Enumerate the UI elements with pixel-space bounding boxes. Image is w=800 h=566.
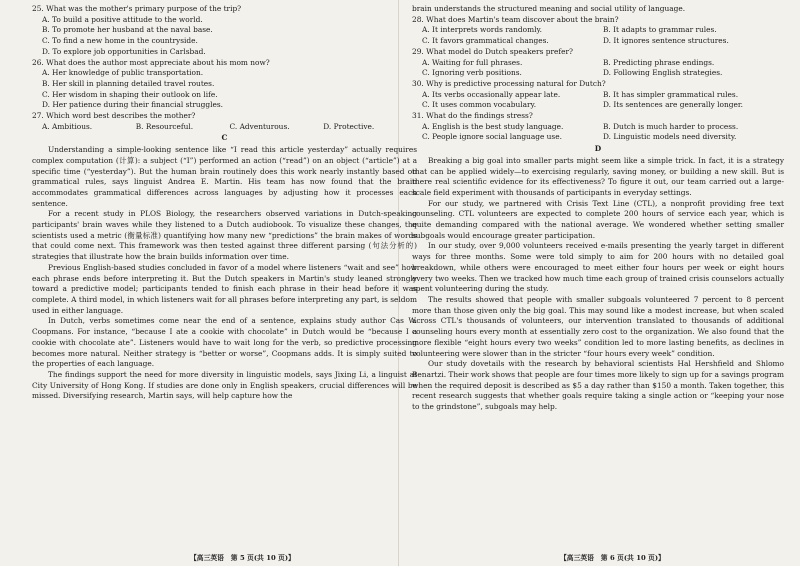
passage-c-paragraph-3: Previous English-based studies concluded in favor of a model where listeners “wait and see” how each phrase ends before interpreting it. But the Dutch speakers in Martin's study leaned strongly toward a predictive model; participants tended to finish each phrase in their head before it was complete. A third model, in which listeners wait for all phrases before interpreting any part, is seldom used in either language.	[32, 262, 417, 315]
question-29-stem: 29. What model do Dutch speakers prefer?	[412, 46, 573, 56]
question-27-option-a: A. Ambitious.	[42, 121, 93, 131]
question-25-option-a: A. To build a positive attitude to the world.	[42, 14, 203, 24]
question-29-option-a: A. Waiting for full phrases.	[422, 57, 523, 67]
passage-c-paragraph-4: In Dutch, verbs sometimes come near the end of a sentence, explains study author Cas W. Coopmans. For instance, “because I ate a cookie with chocolate” in Dutch would be “because I a cookie with chocolate ate”. Listeners would have to wait long for the verb, so predictive processing becomes more natural. Neither strategy is “better or worse”, Coopmans adds. It is simply suited to the properties of each language.	[32, 316, 417, 369]
question-26-option-b: B. Her skill in planning detailed travel routes.	[42, 78, 215, 88]
question-28-option-a: A. It interprets words randomly.	[422, 25, 542, 35]
question-25-option-d: D. To explore job opportunities in Carlsbad.	[42, 46, 206, 56]
question-31-options-row-1	[412, 122, 784, 133]
question-29-option-d: D. Following English strategies.	[603, 68, 723, 78]
question-30-option-a: A. Its verbs occasionally appear late.	[422, 89, 561, 99]
question-30-option-c: C. It uses common vocabulary.	[422, 100, 537, 110]
passage-c-label: C	[221, 133, 228, 143]
question-26-option-a: A. Her knowledge of public transportation.	[42, 68, 204, 78]
passage-c-paragraph-1: Understanding a simple-looking sentence like “I read this article yesterday” actually requires complex computation (计算): a subject (“I”) performed an action (“read”) on an object (“article”) at a specific time (“yesterday”). But the human brain routinely does this work nearly instantly based on grammatical rules, says linguist Andrea E. Martin. His team has now found that the brain accommodates grammatical differences across languages by adjusting how it processes each sentence.	[32, 145, 417, 208]
question-27-option-d: D. Protective.	[323, 121, 375, 131]
question-25-option-b: B. To promote her husband at the naval base.	[42, 25, 213, 35]
question-29-option-b: B. Predicting phrase endings.	[603, 57, 715, 67]
question-29-option-c: C. Ignoring verb positions.	[422, 68, 522, 78]
question-31-option-b: B. Dutch is much harder to process.	[603, 121, 739, 131]
question-31-option-a: A. English is the best study language.	[422, 121, 564, 131]
question-27-stem: 27. Which word best describes the mother?	[32, 111, 196, 121]
question-29-options-row-1	[412, 58, 784, 69]
passage-d-paragraph-1: Breaking a big goal into smaller parts might seem like a simple trick. In fact, it is a strategy that can be applied widely—to exercising regularly, saving money, or building a new skill. But is there real scientific evidence for its effectiveness? To figure it out, our team carried out a large-scale field experiment with thousands of participants in everyday settings.	[412, 155, 784, 197]
passage-d-label: D	[594, 144, 602, 154]
question-30-option-b: B. It has simpler grammatical rules.	[603, 89, 739, 99]
passage-c-paragraph-5: The findings support the need for more diversity in linguistic models, says Jixing Li, a linguist at City University of Hong Kong. If studies are done only in English speakers, crucial differences will be missed. Diversifying research, Martin says, will help capture how the	[32, 369, 417, 401]
question-28-option-b: B. It adapts to grammar rules.	[603, 25, 717, 35]
question-28-options-row-1	[412, 25, 784, 36]
question-28-options-row-2	[412, 36, 784, 47]
question-27-options	[32, 122, 417, 133]
question-31-options-row-2	[412, 132, 784, 143]
right-page	[412, 4, 784, 413]
question-28-option-d: D. It ignores sentence structures.	[603, 36, 729, 46]
question-27-option-c: C. Adventurous.	[229, 121, 290, 131]
question-30-stem: 30. Why is predictive processing natural for Dutch?	[412, 78, 606, 88]
question-25-option-c: C. To find a new home in the countryside.	[42, 36, 198, 46]
question-30-options-row-2	[412, 100, 784, 111]
question-27-option-b: B. Resourceful.	[135, 121, 194, 131]
question-28-option-c: C. It favors grammatical changes.	[422, 36, 549, 46]
left-page-footer: 【高三英语 第 5 页(共 10 页)】	[190, 554, 295, 562]
passage-d-paragraph-4: The results showed that people with smaller subgoals volunteered 7 percent to 8 percent more than those given only the big goal. This may sound like a modest increase, but when scaled across CTL's thousands of volunteers, our intervention translated to thousands of additional counseling hours every month at essentially zero cost to the organization. We also found that the more flexible “eight hours every two weeks” condition led to more lasting benefits, as declines in volunteering were slower than in the stricter “four hours every week” condition.	[412, 294, 784, 358]
question-29-options-row-2	[412, 68, 784, 79]
question-31-stem: 31. What do the findings stress?	[412, 111, 533, 121]
question-30-option-d: D. Its sentences are generally longer.	[603, 100, 743, 110]
question-25-stem: 25. What was the mother's primary purpose of the trip?	[32, 4, 242, 13]
passage-c-paragraph-2: For a recent study in PLOS Biology, the researchers observed variations in Dutch-speaking participants' brain waves while they listened to a Dutch audiobook. To visualize these changes, the scientists used a metric (衡量标准) quantifying how many new “predictions” the brain makes of words that could come next. This framework was then tested against three different parsing (句法分析的) strategies that illustrate how the brain builds information over time.	[32, 209, 417, 262]
passage-d-paragraph-3: In our study, over 9,000 volunteers received e-mails presenting the yearly target in different ways for three months. Some were told simply to aim for 200 hours with no detailed goal breakdown, while others were encouraged to meet either four hours per week or eight hours every two weeks. Then we tracked how much time each group of trained crisis counselors actually spent volunteering during the study.	[412, 241, 784, 294]
passage-d-paragraph-2: For our study, we partnered with Crisis Text Line (CTL), a nonprofit providing free text counseling. CTL volunteers are expected to complete 200 hours of service each year, which is quite demanding compared with the national average. We wondered whether setting smaller subgoals would encourage greater participation.	[412, 198, 784, 240]
right-page-footer: 【高三英语 第 6 页(共 10 页)】	[560, 554, 665, 562]
passage-d-paragraph-5: Our study dovetails with the research by behavioral scientists Hal Hershfield and Shlomo Benartzi. Their work shows that people are four times more likely to sign up for a savings program when the required deposit is described as $5 a day rather than $150 a month. Taken together, this recent research suggests that whether goals require taking a single action or “keeping your nose to the grindstone”, subgoals may help.	[412, 359, 784, 412]
question-31-option-c: C. People ignore social language use.	[422, 132, 562, 142]
question-28-stem: 28. What does Martin's team discover about the brain?	[412, 14, 619, 24]
question-31-option-d: D. Linguistic models need diversity.	[603, 132, 737, 142]
question-26-option-c: C. Her wisdom in shaping their outlook on life.	[42, 89, 218, 99]
question-26-stem: 26. What does the author most appreciate about his mom now?	[32, 57, 270, 67]
left-page	[32, 4, 417, 402]
question-30-options-row-1	[412, 90, 784, 101]
question-26-option-d: D. Her patience during their financial struggles.	[42, 100, 223, 110]
passage-c-carry-over: brain understands the structured meaning and social utility of language.	[412, 4, 686, 13]
